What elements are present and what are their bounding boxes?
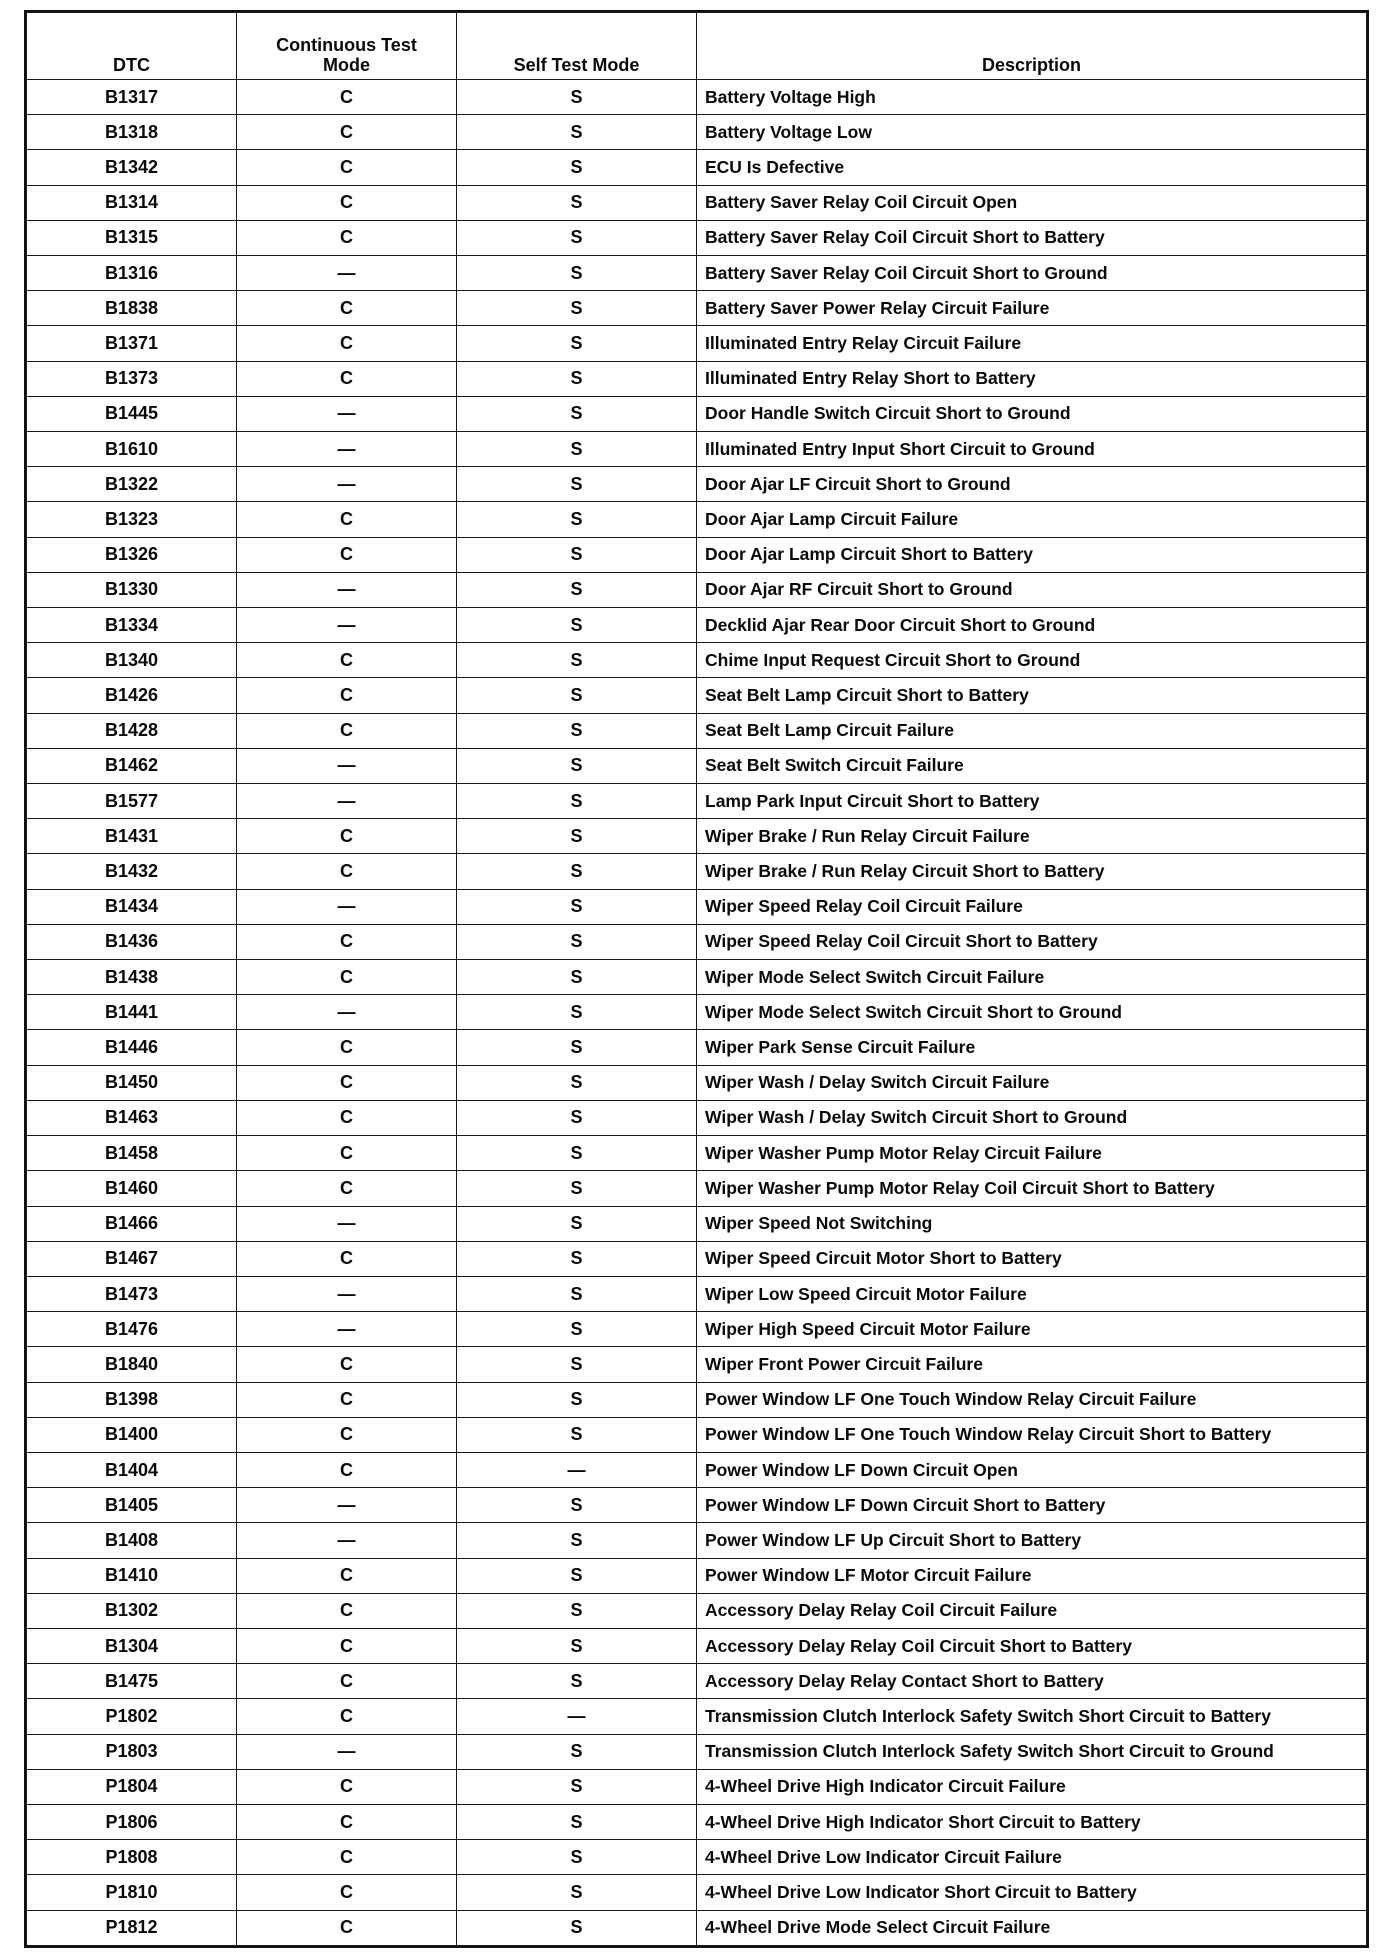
self-test-cell: S: [457, 537, 697, 572]
table-row: [27, 1136, 1367, 1171]
description-cell: Battery Saver Relay Coil Circuit Short to Battery: [697, 220, 1367, 255]
description-cell: Power Window LF One Touch Window Relay Circuit Short to Battery: [697, 1417, 1367, 1452]
header-self-test-mode: Self Test Mode: [457, 13, 697, 80]
continuous-test-cell: C: [237, 537, 457, 572]
dtc-cell: B1463: [27, 1100, 237, 1135]
dtc-cell: B1434: [27, 889, 237, 924]
table-header-row: [27, 13, 1367, 80]
table-row: [27, 1488, 1367, 1523]
dtc-cell: B1400: [27, 1417, 237, 1452]
self-test-cell: S: [457, 1276, 697, 1311]
dtc-cell: P1812: [27, 1910, 237, 1945]
description-cell: Wiper High Speed Circuit Motor Failure: [697, 1312, 1367, 1347]
continuous-test-cell: C: [237, 643, 457, 678]
dtc-cell: B1441: [27, 995, 237, 1030]
self-test-cell: S: [457, 1382, 697, 1417]
dtc-cell: B1373: [27, 361, 237, 396]
self-test-cell: S: [457, 396, 697, 431]
table-row: [27, 854, 1367, 889]
self-test-cell: S: [457, 819, 697, 854]
self-test-cell: S: [457, 1241, 697, 1276]
description-cell: Wiper Brake / Run Relay Circuit Short to Battery: [697, 854, 1367, 889]
continuous-test-cell: —: [237, 784, 457, 819]
self-test-cell: S: [457, 1065, 697, 1100]
dtc-cell: B1475: [27, 1664, 237, 1699]
description-cell: Wiper Low Speed Circuit Motor Failure: [697, 1276, 1367, 1311]
dtc-cell: B1323: [27, 502, 237, 537]
continuous-test-cell: C: [237, 115, 457, 150]
continuous-test-cell: C: [237, 1100, 457, 1135]
description-cell: Decklid Ajar Rear Door Circuit Short to Ground: [697, 608, 1367, 643]
dtc-cell: P1802: [27, 1699, 237, 1734]
self-test-cell: S: [457, 960, 697, 995]
table-row: [27, 1593, 1367, 1628]
dtc-cell: B1432: [27, 854, 237, 889]
description-cell: Transmission Clutch Interlock Safety Switch Short Circuit to Battery: [697, 1699, 1367, 1734]
description-cell: Wiper Speed Circuit Motor Short to Battery: [697, 1241, 1367, 1276]
description-cell: Power Window LF One Touch Window Relay Circuit Failure: [697, 1382, 1367, 1417]
table-row: [27, 1734, 1367, 1769]
self-test-cell: S: [457, 784, 697, 819]
dtc-cell: B1577: [27, 784, 237, 819]
continuous-test-cell: C: [237, 220, 457, 255]
continuous-test-cell: C: [237, 854, 457, 889]
continuous-test-cell: —: [237, 1206, 457, 1241]
table-row: [27, 572, 1367, 607]
dtc-cell: B1460: [27, 1171, 237, 1206]
dtc-cell: B1322: [27, 467, 237, 502]
table-row: [27, 220, 1367, 255]
description-cell: Door Handle Switch Circuit Short to Ground: [697, 396, 1367, 431]
self-test-cell: S: [457, 1136, 697, 1171]
table-row: [27, 1276, 1367, 1311]
dtc-cell: B1438: [27, 960, 237, 995]
continuous-test-cell: C: [237, 960, 457, 995]
description-cell: Power Window LF Up Circuit Short to Battery: [697, 1523, 1367, 1558]
description-cell: 4-Wheel Drive Mode Select Circuit Failure: [697, 1910, 1367, 1945]
self-test-cell: S: [457, 115, 697, 150]
dtc-cell: B1476: [27, 1312, 237, 1347]
description-cell: 4-Wheel Drive High Indicator Circuit Failure: [697, 1769, 1367, 1804]
self-test-cell: S: [457, 361, 697, 396]
description-cell: Seat Belt Switch Circuit Failure: [697, 748, 1367, 783]
description-cell: Door Ajar Lamp Circuit Short to Battery: [697, 537, 1367, 572]
self-test-cell: S: [457, 150, 697, 185]
description-cell: Illuminated Entry Relay Short to Battery: [697, 361, 1367, 396]
table-row: [27, 678, 1367, 713]
continuous-test-cell: C: [237, 1699, 457, 1734]
dtc-cell: B1426: [27, 678, 237, 713]
description-cell: 4-Wheel Drive Low Indicator Short Circuit to Battery: [697, 1875, 1367, 1910]
continuous-test-cell: C: [237, 1452, 457, 1487]
self-test-cell: S: [457, 924, 697, 959]
description-cell: Wiper Front Power Circuit Failure: [697, 1347, 1367, 1382]
description-cell: Wiper Mode Select Switch Circuit Failure: [697, 960, 1367, 995]
description-cell: Wiper Washer Pump Motor Relay Coil Circuit Short to Battery: [697, 1171, 1367, 1206]
self-test-cell: S: [457, 643, 697, 678]
description-cell: Lamp Park Input Circuit Short to Battery: [697, 784, 1367, 819]
header-continuous-line1: Continuous Test: [276, 35, 417, 55]
table-row: [27, 150, 1367, 185]
dtc-cell: P1803: [27, 1734, 237, 1769]
description-cell: Accessory Delay Relay Contact Short to Battery: [697, 1664, 1367, 1699]
self-test-cell: S: [457, 432, 697, 467]
self-test-cell: S: [457, 326, 697, 361]
description-cell: Wiper Mode Select Switch Circuit Short to Ground: [697, 995, 1367, 1030]
description-cell: Accessory Delay Relay Coil Circuit Failure: [697, 1593, 1367, 1628]
table-row: [27, 291, 1367, 326]
table-row: [27, 467, 1367, 502]
description-cell: Chime Input Request Circuit Short to Ground: [697, 643, 1367, 678]
dtc-cell: B1342: [27, 150, 237, 185]
table-row: [27, 713, 1367, 748]
description-cell: Wiper Speed Relay Coil Circuit Failure: [697, 889, 1367, 924]
continuous-test-cell: C: [237, 291, 457, 326]
continuous-test-cell: C: [237, 1910, 457, 1945]
self-test-cell: S: [457, 1312, 697, 1347]
description-cell: Wiper Speed Relay Coil Circuit Short to Battery: [697, 924, 1367, 959]
dtc-cell: B1405: [27, 1488, 237, 1523]
dtc-cell: P1808: [27, 1840, 237, 1875]
continuous-test-cell: C: [237, 1347, 457, 1382]
self-test-cell: S: [457, 748, 697, 783]
self-test-cell: S: [457, 1347, 697, 1382]
description-cell: Battery Voltage High: [697, 80, 1367, 115]
description-cell: Power Window LF Down Circuit Short to Battery: [697, 1488, 1367, 1523]
self-test-cell: S: [457, 995, 697, 1030]
table-row: [27, 80, 1367, 115]
table-row: [27, 502, 1367, 537]
continuous-test-cell: —: [237, 608, 457, 643]
continuous-test-cell: —: [237, 889, 457, 924]
self-test-cell: S: [457, 220, 697, 255]
dtc-cell: B1466: [27, 1206, 237, 1241]
dtc-cell: B1838: [27, 291, 237, 326]
description-cell: Wiper Wash / Delay Switch Circuit Failure: [697, 1065, 1367, 1100]
self-test-cell: S: [457, 889, 697, 924]
table-row: [27, 1840, 1367, 1875]
description-cell: Battery Saver Relay Coil Circuit Open: [697, 185, 1367, 220]
description-cell: 4-Wheel Drive High Indicator Short Circuit to Battery: [697, 1804, 1367, 1839]
continuous-test-cell: —: [237, 748, 457, 783]
dtc-cell: B1334: [27, 608, 237, 643]
self-test-cell: S: [457, 1593, 697, 1628]
table-row: [27, 889, 1367, 924]
continuous-test-cell: —: [237, 396, 457, 431]
continuous-test-cell: C: [237, 1136, 457, 1171]
dtc-cell: B1462: [27, 748, 237, 783]
self-test-cell: S: [457, 1769, 697, 1804]
continuous-test-cell: C: [237, 185, 457, 220]
header-continuous-line2: Mode: [323, 55, 370, 75]
table-row: [27, 1804, 1367, 1839]
dtc-cell: B1314: [27, 185, 237, 220]
continuous-test-cell: C: [237, 1593, 457, 1628]
dtc-cell: B1610: [27, 432, 237, 467]
header-dtc: DTC: [27, 13, 237, 80]
dtc-cell: P1804: [27, 1769, 237, 1804]
continuous-test-cell: C: [237, 1804, 457, 1839]
table-row: [27, 819, 1367, 854]
table-row: [27, 185, 1367, 220]
dtc-cell: B1398: [27, 1382, 237, 1417]
self-test-cell: —: [457, 1699, 697, 1734]
continuous-test-cell: C: [237, 1558, 457, 1593]
self-test-cell: S: [457, 1100, 697, 1135]
table-row: [27, 1171, 1367, 1206]
self-test-cell: S: [457, 608, 697, 643]
self-test-cell: S: [457, 678, 697, 713]
continuous-test-cell: C: [237, 502, 457, 537]
table-body: [27, 80, 1367, 1946]
dtc-cell: B1318: [27, 115, 237, 150]
dtc-table: [26, 12, 1367, 1946]
table-row: [27, 537, 1367, 572]
table-row: [27, 608, 1367, 643]
continuous-test-cell: —: [237, 1523, 457, 1558]
dtc-cell: B1326: [27, 537, 237, 572]
continuous-test-cell: —: [237, 467, 457, 502]
description-cell: Battery Saver Power Relay Circuit Failure: [697, 291, 1367, 326]
self-test-cell: S: [457, 1523, 697, 1558]
description-cell: Door Ajar LF Circuit Short to Ground: [697, 467, 1367, 502]
continuous-test-cell: C: [237, 819, 457, 854]
self-test-cell: S: [457, 1171, 697, 1206]
table-row: [27, 326, 1367, 361]
table-row: [27, 1065, 1367, 1100]
continuous-test-cell: C: [237, 1030, 457, 1065]
description-cell: Wiper Wash / Delay Switch Circuit Short to Ground: [697, 1100, 1367, 1135]
dtc-cell: P1806: [27, 1804, 237, 1839]
self-test-cell: S: [457, 1628, 697, 1663]
dtc-cell: B1317: [27, 80, 237, 115]
continuous-test-cell: —: [237, 1734, 457, 1769]
continuous-test-cell: C: [237, 326, 457, 361]
continuous-test-cell: C: [237, 1171, 457, 1206]
dtc-cell: B1840: [27, 1347, 237, 1382]
dtc-cell: B1467: [27, 1241, 237, 1276]
continuous-test-cell: C: [237, 80, 457, 115]
table-row: [27, 1452, 1367, 1487]
dtc-cell: B1458: [27, 1136, 237, 1171]
continuous-test-cell: C: [237, 361, 457, 396]
continuous-test-cell: C: [237, 1417, 457, 1452]
continuous-test-cell: C: [237, 1382, 457, 1417]
table-row: [27, 1910, 1367, 1945]
dtc-cell: B1431: [27, 819, 237, 854]
table-row: [27, 1030, 1367, 1065]
self-test-cell: S: [457, 1734, 697, 1769]
self-test-cell: —: [457, 1452, 697, 1487]
dtc-cell: B1304: [27, 1628, 237, 1663]
self-test-cell: S: [457, 185, 697, 220]
table-row: [27, 1382, 1367, 1417]
self-test-cell: S: [457, 1875, 697, 1910]
dtc-cell: B1315: [27, 220, 237, 255]
dtc-cell: B1445: [27, 396, 237, 431]
description-cell: Wiper Speed Not Switching: [697, 1206, 1367, 1241]
continuous-test-cell: —: [237, 995, 457, 1030]
self-test-cell: S: [457, 713, 697, 748]
description-cell: Door Ajar RF Circuit Short to Ground: [697, 572, 1367, 607]
continuous-test-cell: C: [237, 1664, 457, 1699]
description-cell: Power Window LF Down Circuit Open: [697, 1452, 1367, 1487]
description-cell: Door Ajar Lamp Circuit Failure: [697, 502, 1367, 537]
dtc-cell: B1446: [27, 1030, 237, 1065]
dtc-cell: B1371: [27, 326, 237, 361]
dtc-cell: B1408: [27, 1523, 237, 1558]
table-row: [27, 1100, 1367, 1135]
self-test-cell: S: [457, 256, 697, 291]
table-row: [27, 432, 1367, 467]
self-test-cell: S: [457, 1030, 697, 1065]
table-row: [27, 1417, 1367, 1452]
continuous-test-cell: —: [237, 572, 457, 607]
self-test-cell: S: [457, 1488, 697, 1523]
description-cell: Illuminated Entry Relay Circuit Failure: [697, 326, 1367, 361]
table-row: [27, 1664, 1367, 1699]
table-row: [27, 1628, 1367, 1663]
self-test-cell: S: [457, 291, 697, 326]
description-cell: Illuminated Entry Input Short Circuit to Ground: [697, 432, 1367, 467]
dtc-cell: B1436: [27, 924, 237, 959]
table-row: [27, 1347, 1367, 1382]
self-test-cell: S: [457, 80, 697, 115]
dtc-cell: B1473: [27, 1276, 237, 1311]
description-cell: Wiper Washer Pump Motor Relay Circuit Failure: [697, 1136, 1367, 1171]
continuous-test-cell: —: [237, 1488, 457, 1523]
self-test-cell: S: [457, 1206, 697, 1241]
table-row: [27, 115, 1367, 150]
self-test-cell: S: [457, 1664, 697, 1699]
table-row: [27, 643, 1367, 678]
description-cell: Battery Saver Relay Coil Circuit Short to Ground: [697, 256, 1367, 291]
dtc-cell: B1428: [27, 713, 237, 748]
header-description: Description: [697, 13, 1367, 80]
table-row: [27, 256, 1367, 291]
dtc-cell: P1810: [27, 1875, 237, 1910]
self-test-cell: S: [457, 467, 697, 502]
description-cell: Battery Voltage Low: [697, 115, 1367, 150]
table-row: [27, 396, 1367, 431]
table-row: [27, 1206, 1367, 1241]
description-cell: Seat Belt Lamp Circuit Short to Battery: [697, 678, 1367, 713]
dtc-cell: B1302: [27, 1593, 237, 1628]
table-row: [27, 1241, 1367, 1276]
table-row: [27, 924, 1367, 959]
description-cell: Seat Belt Lamp Circuit Failure: [697, 713, 1367, 748]
table-row: [27, 1312, 1367, 1347]
dtc-cell: B1330: [27, 572, 237, 607]
description-cell: Wiper Brake / Run Relay Circuit Failure: [697, 819, 1367, 854]
dtc-document-page: [24, 10, 1369, 1948]
dtc-cell: B1410: [27, 1558, 237, 1593]
self-test-cell: S: [457, 854, 697, 889]
self-test-cell: S: [457, 572, 697, 607]
continuous-test-cell: C: [237, 1769, 457, 1804]
table-row: [27, 1523, 1367, 1558]
continuous-test-cell: —: [237, 1276, 457, 1311]
header-continuous-test-mode: [237, 13, 457, 80]
table-row: [27, 960, 1367, 995]
description-cell: Power Window LF Motor Circuit Failure: [697, 1558, 1367, 1593]
table-row: [27, 1875, 1367, 1910]
continuous-test-cell: C: [237, 1065, 457, 1100]
table-row: [27, 995, 1367, 1030]
continuous-test-cell: —: [237, 256, 457, 291]
table-row: [27, 1769, 1367, 1804]
table-row: [27, 748, 1367, 783]
continuous-test-cell: C: [237, 1628, 457, 1663]
continuous-test-cell: C: [237, 1875, 457, 1910]
continuous-test-cell: C: [237, 1241, 457, 1276]
continuous-test-cell: C: [237, 1840, 457, 1875]
description-cell: Transmission Clutch Interlock Safety Switch Short Circuit to Ground: [697, 1734, 1367, 1769]
dtc-cell: B1404: [27, 1452, 237, 1487]
description-cell: ECU Is Defective: [697, 150, 1367, 185]
continuous-test-cell: C: [237, 150, 457, 185]
self-test-cell: S: [457, 1804, 697, 1839]
dtc-cell: B1450: [27, 1065, 237, 1100]
table-row: [27, 1699, 1367, 1734]
self-test-cell: S: [457, 502, 697, 537]
continuous-test-cell: C: [237, 713, 457, 748]
self-test-cell: S: [457, 1910, 697, 1945]
continuous-test-cell: C: [237, 924, 457, 959]
dtc-cell: B1316: [27, 256, 237, 291]
description-cell: 4-Wheel Drive Low Indicator Circuit Failure: [697, 1840, 1367, 1875]
continuous-test-cell: —: [237, 432, 457, 467]
table-row: [27, 784, 1367, 819]
dtc-cell: B1340: [27, 643, 237, 678]
table-row: [27, 1558, 1367, 1593]
continuous-test-cell: C: [237, 678, 457, 713]
continuous-test-cell: —: [237, 1312, 457, 1347]
description-cell: Wiper Park Sense Circuit Failure: [697, 1030, 1367, 1065]
self-test-cell: S: [457, 1840, 697, 1875]
self-test-cell: S: [457, 1558, 697, 1593]
description-cell: Accessory Delay Relay Coil Circuit Short to Battery: [697, 1628, 1367, 1663]
table-row: [27, 361, 1367, 396]
self-test-cell: S: [457, 1417, 697, 1452]
